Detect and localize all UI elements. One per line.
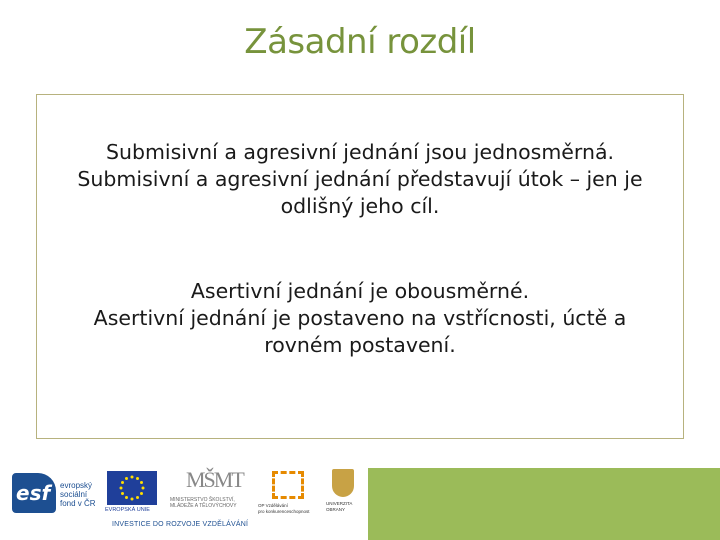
eu-flag-icon	[107, 471, 157, 505]
content-box	[36, 94, 684, 439]
msmt-mark-icon: MŠMT	[186, 467, 243, 492]
msmt-logo-label: MINISTERSTVO ŠKOLSTVÍ, MLÁDEŽE A TĚLOVÝCHOVY	[170, 497, 237, 509]
op-logo	[258, 471, 320, 517]
footer-green-bar	[368, 468, 720, 540]
paragraph-one	[37, 139, 683, 220]
footer-logo-strip	[0, 465, 368, 540]
paragraph-two-line-1: Asertivní jednání je obousměrné.	[190, 279, 530, 303]
paragraph-one-line-1: Submisivní a agresivní jednání jsou jednosměrná.	[105, 140, 615, 164]
slide-title: Zásadní rozdíl	[244, 22, 476, 62]
paragraph-two	[37, 278, 683, 359]
footer-tagline: INVESTICE DO ROZVOJE VZDĚLÁVÁNÍ	[112, 521, 249, 528]
university-logo-label: UNIVERZITA OBRANY	[326, 501, 353, 512]
paragraph-one-line-3: odlišný jeho cíl.	[280, 194, 440, 218]
paragraph-one-line-2: Submisivní a agresivní jednání představují útok – jen je	[77, 167, 643, 191]
paragraph-two-line-3: rovném postavení.	[264, 333, 456, 357]
op-logo-label: OP Vzdělávání pro konkurenceschopnost	[258, 503, 310, 514]
university-logo	[322, 469, 362, 517]
shield-icon	[332, 469, 354, 497]
msmt-logo	[170, 467, 250, 517]
esf-logo	[12, 471, 102, 517]
op-square-icon	[272, 471, 304, 499]
eu-logo-label: EVROPSKÁ UNIE	[105, 507, 150, 513]
eu-logo	[105, 471, 159, 517]
paragraph-two-line-2: Asertivní jednání je postaveno na vstřícnosti, úctě a	[93, 306, 627, 330]
esf-logo-text: evropský sociální fond v ČR	[60, 481, 96, 508]
esf-mark-icon: esf	[12, 473, 56, 513]
